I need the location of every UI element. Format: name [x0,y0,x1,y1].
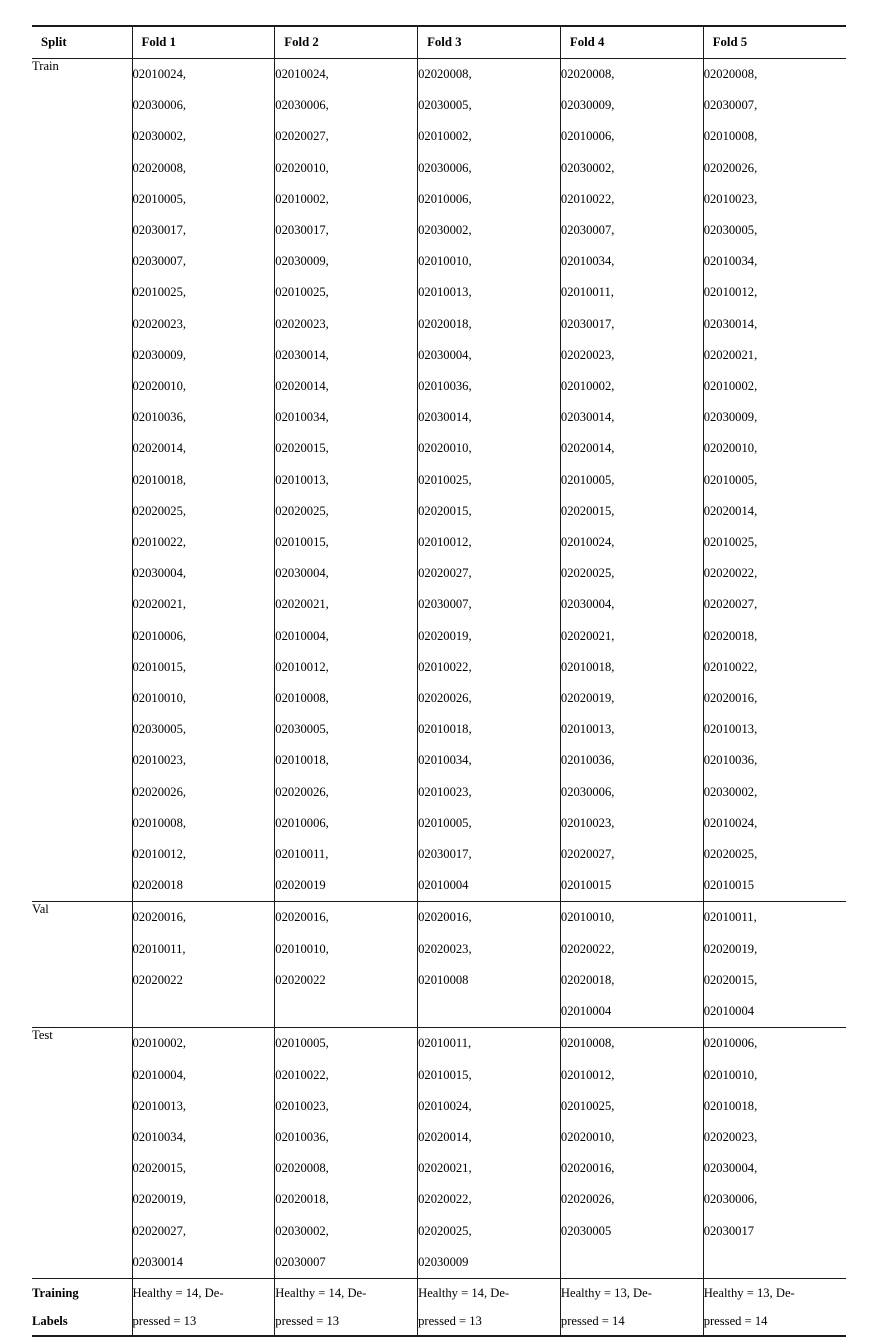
split-name-line: Training [32,1285,79,1300]
table-row [32,59,846,902]
subject-id: 02020027, [275,129,329,144]
subject-id: 02020023, [418,941,472,956]
subject-id: 02020008, [703,67,758,81]
subject-id: 02010010, [418,254,472,269]
subject-id: 02020008, [275,1161,329,1176]
subject-id: 02030017, [418,847,472,862]
table-header [32,26,846,59]
subject-id: 02030007, [132,254,187,269]
subject-id: 02030007, [418,597,472,612]
subject-id: 02010010, [275,941,329,956]
subject-id: 02030017 [703,1223,755,1238]
fold-5-label-counts-cell [703,1278,846,1336]
subject-id: 02010036, [275,1129,329,1144]
subject-id: 02010034, [418,753,472,768]
split-name-cell: Train [32,59,59,73]
subject-id: 02020022, [418,1192,472,1207]
subject-id: 02020021, [132,597,187,612]
fold-4-ids-cell [560,902,703,1028]
subject-id: 02010010, [132,691,187,706]
subject-id: 02020015, [132,1161,187,1176]
subject-id: 02010036, [418,379,472,394]
subject-id: 02030007, [703,98,758,113]
subject-id: 02010006, [703,1036,758,1051]
fold-3-ids-cell [418,902,561,1028]
subject-id: 02010012, [275,659,329,674]
subject-id: 02020025, [703,847,758,862]
subject-id: 02010005, [275,1036,329,1051]
subject-id: 02010004 [418,878,469,893]
subject-id: 02020018, [703,628,758,643]
label-count-line: Healthy = 14, De- [275,1285,367,1300]
fold-1-label-counts-cell [132,1278,275,1336]
subject-id: 02010015, [418,1067,472,1082]
subject-id: 02020026, [703,160,758,175]
subject-id: 02030004, [132,566,187,581]
subject-id: 02010024, [418,1098,472,1113]
split-group-val [32,902,846,1028]
column-header-fold-4: Fold 4 [560,26,703,59]
subject-id: 02010036, [703,753,758,768]
subject-id: 02010002, [275,191,329,206]
subject-id: 02010010, [560,910,615,925]
subject-id: 02020019, [132,1192,187,1207]
fold-2-label-counts-cell [275,1278,418,1336]
fold-5-ids-cell [703,902,846,1028]
subject-id: 02020019, [560,691,615,706]
subject-id: 02010012, [132,847,187,862]
fold-3-ids-cell [418,1028,561,1279]
subject-id: 02010011, [275,847,329,862]
subject-id: 02010015 [560,878,612,893]
subject-id: 02020027, [418,566,472,581]
subject-id: 02020018, [275,1192,329,1207]
subject-id: 02010012, [703,285,758,300]
subject-id: 02010002, [560,379,615,394]
label-count-line: pressed = 14 [703,1313,768,1328]
label-count-line: pressed = 13 [132,1313,197,1328]
fold-4-ids-cell [560,59,703,902]
subject-id: 02010034, [132,1129,187,1144]
subject-id: 02020010, [418,441,472,456]
subject-id: 02010025, [418,472,472,487]
subject-id: 02010024, [560,535,615,550]
subject-id: 02020016, [275,910,329,925]
subject-id: 02020010, [132,379,187,394]
subject-id: 02010024, [275,67,329,81]
subject-id: 02020010, [703,441,758,456]
subject-id: 02030017, [132,223,187,238]
subject-id: 02020023, [132,316,187,331]
subject-id: 02030005, [418,98,472,113]
subject-id: 02020018, [418,316,472,331]
subject-id: 02010011, [560,285,614,300]
subject-id: 02030014, [418,410,472,425]
subject-id: 02020018, [560,972,615,987]
subject-id: 02010022, [132,535,187,550]
subject-id: 02010006, [132,628,187,643]
label-count-line: pressed = 13 [418,1313,482,1328]
fold-1-ids-cell [132,59,275,902]
subject-id: 02020026, [418,691,472,706]
subject-id: 02020014, [703,503,758,518]
subject-id: 02010004 [560,1004,612,1019]
subject-id: 02020019, [418,628,472,643]
subject-id: 02010022, [560,191,615,206]
subject-id: 02010023, [703,191,758,206]
subject-id: 02030009, [560,98,615,113]
subject-id: 02020008, [560,67,615,81]
fold-5-ids-cell [703,1028,846,1279]
subject-id: 02020010, [560,1129,615,1144]
subject-id: 02010025, [132,285,187,300]
label-count-line: pressed = 14 [560,1313,625,1328]
subject-id: 02020023, [275,316,329,331]
subject-id: 02010011, [418,1036,472,1051]
subject-id: 02020021, [275,597,329,612]
subject-id: 02010018, [132,472,187,487]
column-header-fold-5: Fold 5 [703,26,846,59]
subject-id: 02020026, [560,1192,615,1207]
subject-id: 02020023, [703,1129,758,1144]
subject-id: 02010008, [703,129,758,144]
subject-id: 02020015, [275,441,329,456]
subject-id: 02010023, [275,1098,329,1113]
split-name-cell [32,1278,132,1336]
subject-id: 02020010, [275,160,329,175]
subject-id: 02010023, [132,753,187,768]
subject-id: 02010034, [703,254,758,269]
subject-id: 02030004, [703,1161,758,1176]
subject-id: 02020016, [418,910,472,925]
subject-id: 02030009, [703,410,758,425]
subject-id: 02020022 [132,972,183,987]
subject-id: 02020021, [703,347,758,362]
subject-id: 02010011, [703,910,757,925]
subject-id: 02030002, [560,160,615,175]
subject-id: 02020025, [132,503,187,518]
subject-id: 02020018 [132,878,183,893]
subject-id: 02010010, [703,1067,758,1082]
subject-id: 02030005 [560,1223,612,1238]
subject-id: 02020008, [418,67,472,81]
subject-id: 02010025, [275,285,329,300]
label-count-line: Healthy = 14, De- [132,1285,224,1300]
subject-id: 02030014, [560,410,615,425]
subject-id: 02010008, [275,691,329,706]
subject-id: 02010015, [275,535,329,550]
subject-id: 02020025, [275,503,329,518]
subject-id: 02020022, [703,566,758,581]
subject-id: 02030002, [275,1223,329,1238]
subject-id: 02020016, [560,1161,615,1176]
subject-id: 02010022, [418,659,472,674]
subject-id: 02010036, [560,753,615,768]
column-header-split: Split [41,35,67,49]
subject-id: 02020014, [418,1129,472,1144]
header-row [32,26,846,59]
subject-id: 02010012, [418,535,472,550]
subject-id: 02010023, [418,784,472,799]
subject-id: 02030014 [132,1254,183,1269]
fold-2-ids-cell [275,902,418,1028]
subject-id: 02010013, [132,1098,187,1113]
subject-id: 02010024, [703,815,758,830]
subject-id: 02020022 [275,972,326,987]
subject-id: 02010018, [560,659,615,674]
subject-id: 02010018, [418,722,472,737]
subject-id: 02030006, [560,784,615,799]
subject-id: 02030005, [132,722,187,737]
subject-id: 02030002, [703,784,758,799]
subject-id: 02010036, [132,410,187,425]
subject-id: 02010004 [703,1004,755,1019]
subject-id: 02020014, [132,441,187,456]
subject-id: 02010034, [560,254,615,269]
subject-id: 02010013, [703,722,758,737]
table-row [32,902,846,1028]
cross-validation-split-table [32,25,846,1337]
subject-id: 02030007 [275,1254,326,1269]
subject-id: 02030006, [703,1192,758,1207]
subject-id: 02020026, [132,784,187,799]
subject-id: 02010005, [560,472,615,487]
subject-id: 02010005, [703,472,758,487]
subject-id: 02030014, [703,316,758,331]
subject-id: 02030002, [132,129,187,144]
column-header-fold-2: Fold 2 [275,26,418,59]
subject-id: 02030014, [275,347,329,362]
subject-id: 02010023, [560,815,615,830]
table-row [32,1028,846,1279]
subject-id: 02010005, [418,815,472,830]
subject-id: 02010006, [418,191,472,206]
split-name-cell: Val [32,902,49,917]
subject-id: 02020021, [560,628,615,643]
subject-id: 02020025, [418,1223,472,1238]
subject-id: 02020021, [418,1161,472,1176]
subject-id: 02030009, [132,347,187,362]
subject-id: 02020023, [560,347,615,362]
split-name-cell: Test [32,1028,53,1043]
subject-id: 02020014, [275,379,329,394]
subject-id: 02010002, [418,129,472,144]
subject-id: 02010025, [703,535,758,550]
fold-1-ids-cell [132,902,275,1028]
subject-id: 02020016, [703,691,758,706]
subject-id: 02030006, [132,98,187,113]
subject-id: 02010004, [132,1067,187,1082]
subject-id: 02020015, [418,503,472,518]
fold-2-ids-cell [275,1028,418,1279]
subject-id: 02020015, [703,972,758,987]
subject-id: 02030005, [275,722,329,737]
label-count-line: Healthy = 13, De- [560,1285,652,1300]
subject-id: 02010011, [132,941,186,956]
split-group-train [32,59,846,902]
subject-id: 02010013, [275,472,329,487]
subject-id: 02020027, [132,1223,187,1238]
subject-id: 02030006, [418,160,472,175]
subject-id: 02010015 [703,878,755,893]
subject-id: 02030005, [703,223,758,238]
subject-id: 02020027, [703,597,758,612]
split-group-training-labels [32,1278,846,1336]
fold-4-label-counts-cell [560,1278,703,1336]
subject-id: 02020022, [560,941,615,956]
subject-id: 02020019 [275,878,326,893]
split-name-line: Labels [32,1313,68,1328]
subject-id: 02010013, [560,722,615,737]
subject-id: 02020008, [132,160,187,175]
subject-id: 02010002, [703,379,758,394]
label-count-line: Healthy = 14, De- [418,1285,510,1300]
subject-id: 02010008, [132,815,187,830]
subject-id: 02010018, [703,1098,758,1113]
subject-id: 02010025, [560,1098,615,1113]
fold-3-label-counts-cell [418,1278,561,1336]
subject-id: 02030009 [418,1254,469,1269]
subject-id: 02010022, [275,1067,329,1082]
subject-id: 02030007, [560,223,615,238]
subject-id: 02010013, [418,285,472,300]
subject-id: 02030017, [560,316,615,331]
fold-3-ids-cell [418,59,561,902]
fold-2-ids-cell [275,59,418,902]
fold-1-ids-cell [132,1028,275,1279]
subject-id: 02010015, [132,659,187,674]
subject-id: 02020015, [560,503,615,518]
subject-id: 02030004, [418,347,472,362]
label-count-line: Healthy = 13, De- [703,1285,795,1300]
subject-id: 02010034, [275,410,329,425]
subject-id: 02020019, [703,941,758,956]
subject-id: 02020025, [560,566,615,581]
subject-id: 02030004, [560,597,615,612]
subject-id: 02010006, [275,815,329,830]
column-header-fold-3: Fold 3 [418,26,561,59]
fold-5-ids-cell [703,59,846,902]
subject-id: 02030017, [275,223,329,238]
subject-id: 02010008 [418,972,469,987]
subject-id: 02010018, [275,753,329,768]
subject-id: 02010006, [560,129,615,144]
subject-id: 02010004, [275,628,329,643]
column-header-fold-1: Fold 1 [132,26,275,59]
subject-id: 02010008, [560,1036,615,1051]
subject-id: 02010005, [132,191,187,206]
subject-id: 02030004, [275,566,329,581]
subject-id: 02020026, [275,784,329,799]
split-group-test [32,1028,846,1279]
subject-id: 02030006, [275,98,329,113]
subject-id: 02030002, [418,223,472,238]
subject-id: 02010024, [132,67,187,81]
subject-id: 02020014, [560,441,615,456]
label-count-line: pressed = 13 [275,1313,340,1328]
table-row [32,1278,846,1336]
subject-id: 02010002, [132,1036,187,1051]
subject-id: 02010012, [560,1067,615,1082]
subject-id: 02030009, [275,254,329,269]
fold-4-ids-cell [560,1028,703,1279]
subject-id: 02010022, [703,659,758,674]
subject-id: 02020016, [132,910,187,925]
subject-id: 02020027, [560,847,615,862]
